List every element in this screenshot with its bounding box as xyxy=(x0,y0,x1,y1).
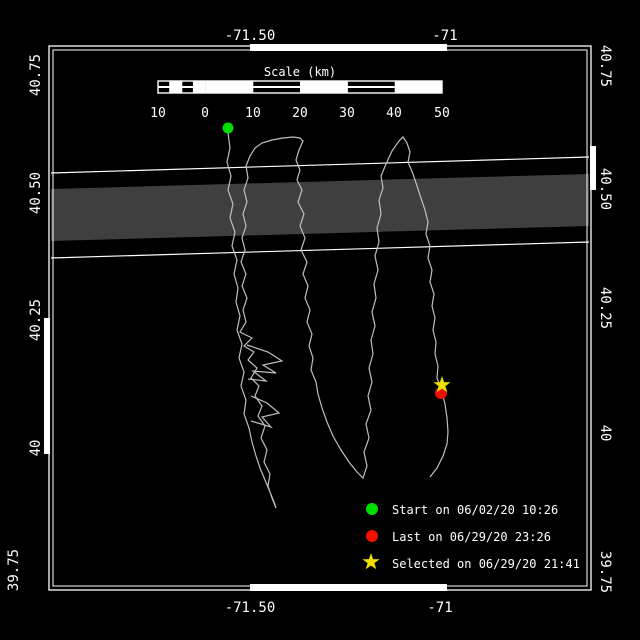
left-tick-label: 39.75 xyxy=(6,548,22,592)
legend-start-label: Start on 06/02/20 10:26 xyxy=(392,503,559,517)
scale-bar-tick: 10 xyxy=(150,106,166,121)
left-tick-label: 40.50 xyxy=(28,171,44,215)
frame-segment-left xyxy=(44,318,50,454)
right-tick-label: 39.75 xyxy=(597,550,613,594)
legend-start-dot-icon xyxy=(366,503,378,515)
right-tick-label: 40.50 xyxy=(597,167,613,211)
bottom-tick-label: -71 xyxy=(427,600,453,616)
bottom-tick-label: -71.50 xyxy=(224,600,276,616)
top-tick-label: -71.50 xyxy=(224,28,276,44)
left-tick-label: 40.25 xyxy=(28,298,44,342)
scale-bar-tick: 30 xyxy=(339,106,355,121)
frame-segment-top xyxy=(250,44,447,51)
legend-last-label: Last on 06/29/20 23:26 xyxy=(392,530,551,544)
legend-last-dot-icon xyxy=(366,530,378,542)
right-tick-label: 40 xyxy=(597,424,613,442)
start-marker xyxy=(223,123,234,134)
legend xyxy=(362,503,579,571)
scale-bar-tick: 20 xyxy=(292,106,308,121)
scale-bar-tick: 10 xyxy=(245,106,261,121)
top-tick-label: -71 xyxy=(432,28,458,44)
scale-bar-segment xyxy=(194,81,206,93)
scale-bar-tick: 50 xyxy=(434,106,450,121)
legend-selected-label: Selected on 06/29/20 21:41 xyxy=(392,557,580,571)
scale-bar-tick: 40 xyxy=(386,106,402,121)
left-tick-label: 40.75 xyxy=(28,53,44,97)
scale-bar-segment xyxy=(300,81,347,93)
scale-bar-tick: 0 xyxy=(201,106,209,121)
right-tick-label: 40.75 xyxy=(597,44,613,88)
frame-segment-bottom xyxy=(250,584,447,591)
scale-bar-title: Scale (km) xyxy=(263,65,337,79)
scale-bar-segment xyxy=(205,81,252,93)
left-tick-label: 40 xyxy=(28,439,44,457)
scale-bar-segment xyxy=(170,81,182,93)
right-tick-label: 40.25 xyxy=(597,286,613,330)
scale-bar-segment xyxy=(395,81,442,93)
frame-segment-right xyxy=(590,146,596,190)
